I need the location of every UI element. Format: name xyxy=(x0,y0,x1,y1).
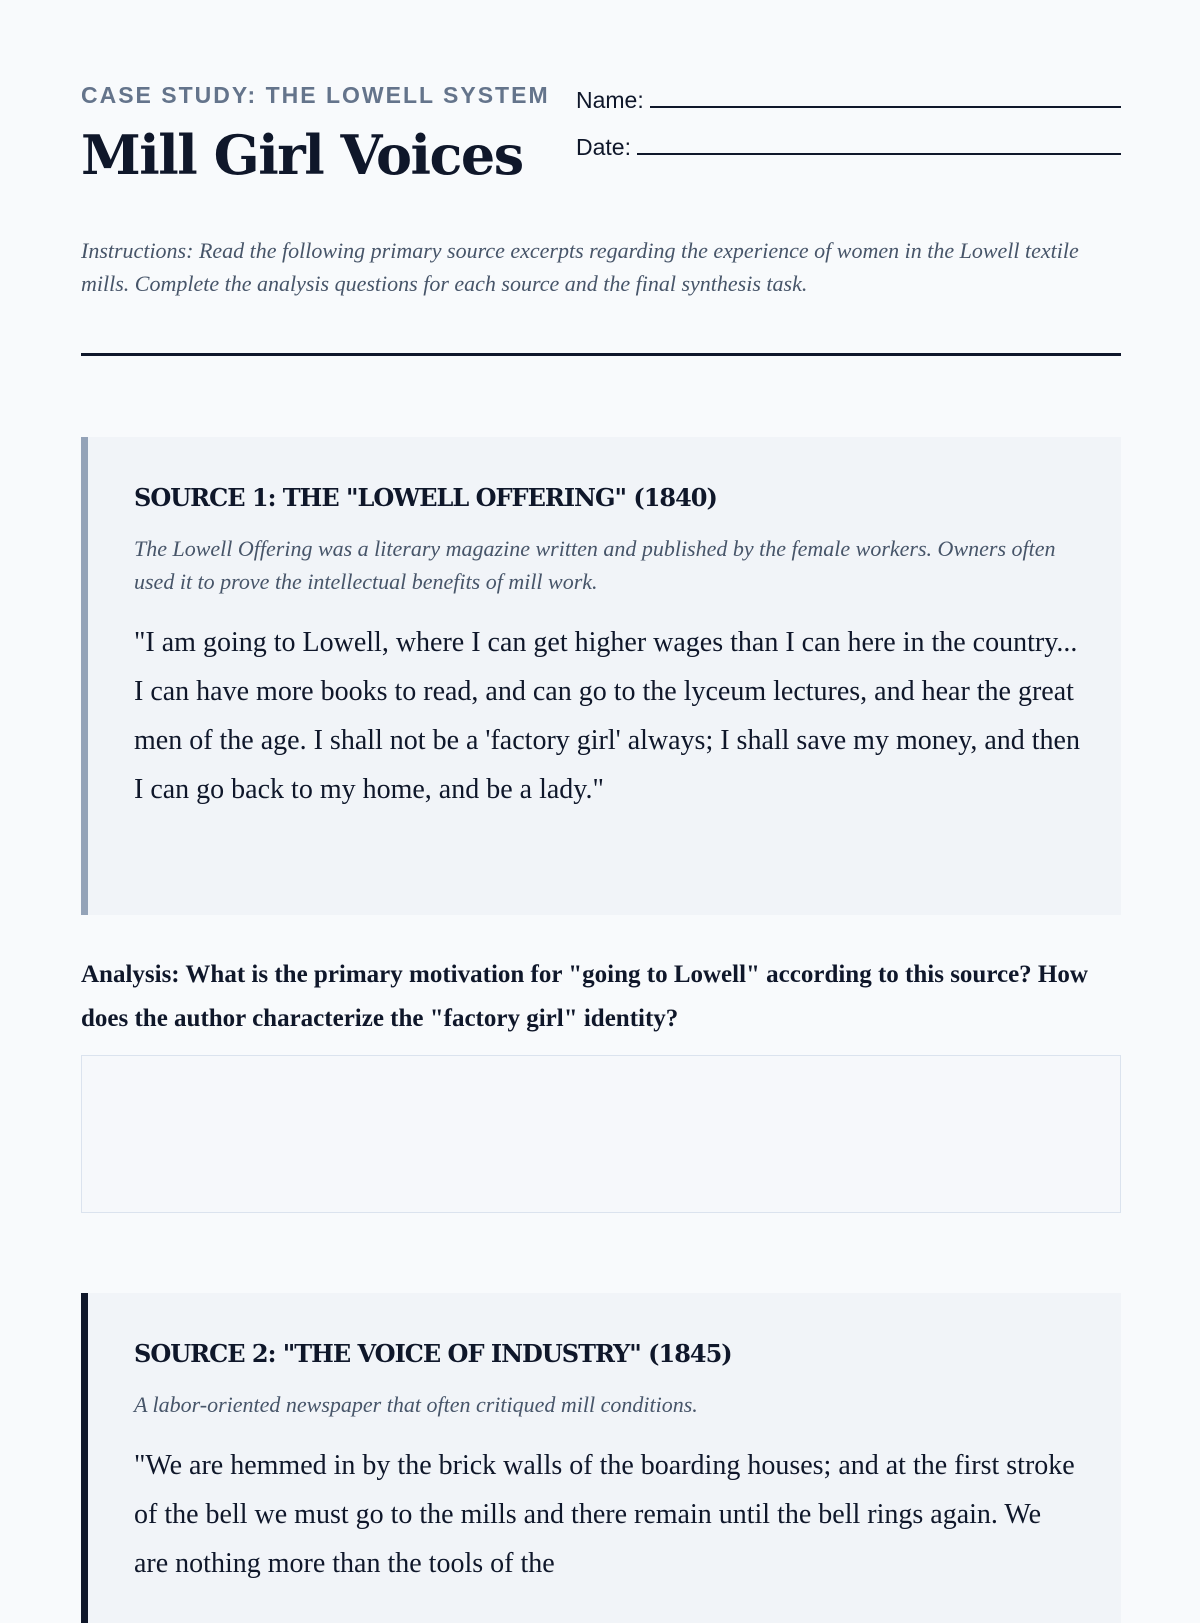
source-2-title: SOURCE 2: "THE VOICE OF INDUSTRY" (1845) xyxy=(134,1339,732,1368)
name-line[interactable] xyxy=(650,106,1121,108)
date-label: Date: xyxy=(576,134,631,160)
source-1-quote: "I am going to Lowell, where I can get higher wages than I can here in the country... I can have more books to read, and can go to the lyceum lectures, and hear the great men of the age. I shall not be a 'factory girl' always; I shall save my money, and then I can go back to my home, and be a lady." xyxy=(134,627,1080,805)
page-title: Mill Girl Voices xyxy=(81,123,523,187)
name-label: Name: xyxy=(576,87,644,113)
name-field[interactable] xyxy=(576,80,1121,114)
source-2-block xyxy=(81,1293,1121,1623)
source-1-answer-box[interactable] xyxy=(81,1055,1121,1213)
source-2-quote: "We are hemmed in by the brick walls of the boarding houses; and at the first stroke of the bell we must go to the mills and there remain until the bell rings again. We are nothing more than the tools of the xyxy=(134,1450,1075,1579)
source-1-analysis-question: Analysis: What is the primary motivation for "going to Lowell" according to this source? How does the author characterize the "factory girl" identity? xyxy=(81,961,1088,1032)
date-field[interactable] xyxy=(576,127,1121,161)
worksheet-header xyxy=(81,0,1121,296)
worksheet-page xyxy=(81,0,1121,1579)
date-line[interactable] xyxy=(637,153,1121,155)
source-1-title: SOURCE 1: THE "LOWELL OFFERING" (1840) xyxy=(134,483,717,512)
source-1-context: The Lowell Offering was a literary magazine written and published by the female workers. Owners often used it to prove the intellectual benefits of mill work. xyxy=(134,536,1056,594)
source-1-block xyxy=(81,437,1121,915)
source-2-context: A labor-oriented newspaper that often critiqued mill conditions. xyxy=(134,1392,698,1417)
instructions-text: Instructions: Read the following primary source excerpts regarding the experience of women in the Lowell textile mills. Complete the analysis questions for each source and the final synthesis task. xyxy=(81,238,1079,296)
student-info xyxy=(576,80,1121,174)
header-divider xyxy=(81,353,1121,356)
case-study-label: CASE STUDY: THE LOWELL SYSTEM xyxy=(81,82,550,108)
